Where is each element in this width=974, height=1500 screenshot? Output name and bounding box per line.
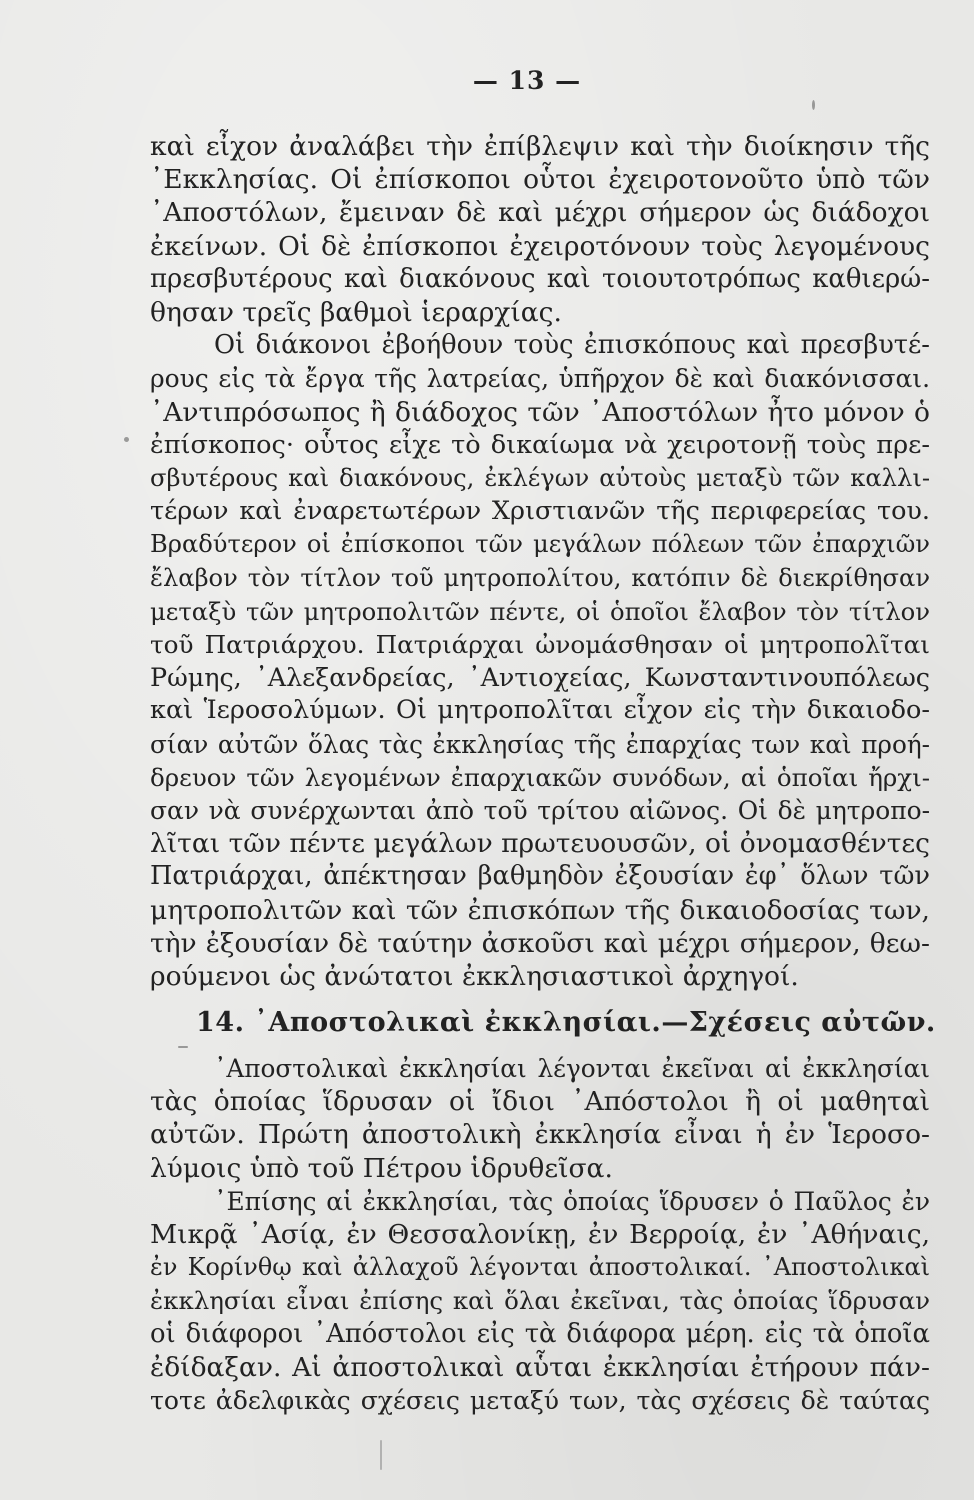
body-text-upper: [150, 130, 930, 993]
scan-speck: [178, 1046, 188, 1048]
text-line: τὰς ὁποίας ἵδρυσαν οἱ ἴδιοι ᾿Απόστολοι ἢ οἱ μαθηταὶ: [150, 1086, 930, 1118]
text-line: ἐν Κορίνθῳ καὶ ἀλλαχοῦ λέγονται ἀποστολικαί. ᾿Αποστολικαὶ: [150, 1253, 930, 1282]
scan-speck: [380, 1440, 382, 1470]
text-line: Πατριάρχαι, ἀπέκτησαν βαθμηδὸν ἐξουσίαν ἐφ᾿ ὅλων τῶν: [150, 861, 930, 892]
text-line: ᾿Εκκλησίας. Οἱ ἐπίσκοποι οὗτοι ἐχειροτονοῦτο ὑπὸ τῶν: [150, 164, 930, 196]
text-line: ᾿Αντιπρόσωπος ἢ διάδοχος τῶν ᾿Αποστόλων ἦτο μόνον ὁ: [150, 396, 930, 428]
text-line: Ρώμης, ᾿Αλεξανδρείας, ᾿Αντιοχείας, Κωνσταντινουπόλεως: [150, 662, 930, 693]
text-line: ᾿Επίσης αἱ ἐκκλησίαι, τὰς ὁποίας ἵδρυσεν ὁ Παῦλος ἐν: [214, 1186, 930, 1216]
text-line: ἐκκλησίαι εἶναι ἐπίσης καὶ ὅλαι ἐκεῖναι, τὰς ὁποίας ἵδρυσαν: [150, 1286, 930, 1316]
text-line: θησαν τρεῖς βαθμοὶ ἱεραρχίας.: [150, 297, 562, 329]
text-line: λῖται τῶν πέντε μεγάλων πρωτευουσῶν, οἱ ὀνομασθέντες: [150, 828, 930, 860]
text-line: τοτε ἀδελφικὰς σχέσεις μεταξύ των, τὰς σχέσεις δὲ ταύτας: [150, 1386, 930, 1416]
text-line: ἔλαβον τὸν τίτλον τοῦ μητροπολίτου, κατόπιν δὲ διεκρίθησαν: [150, 563, 930, 592]
scan-speck: [124, 437, 129, 442]
text-line: σίαν αὐτῶν ὅλας τὰς ἐκκλησίας τῆς ἐπαρχίας των καὶ προή-: [150, 729, 930, 759]
text-line: σαν νὰ συνέρχωνται ἀπὸ τοῦ τρίτου αἰῶνος. Οἱ δὲ μητροπο-: [150, 796, 930, 826]
body-text-lower: [150, 1052, 930, 1417]
text-line: οἱ διάφοροι ᾿Απόστολοι εἰς τὰ διάφορα μέρη. εἰς τὰ ὁποῖα: [150, 1318, 930, 1349]
text-line: αὐτῶν. Πρώτη ἀποστολικὴ ἐκκλησία εἶναι ἡ ἐν Ἱεροσο-: [150, 1119, 930, 1151]
scan-speck: [812, 100, 815, 110]
text-line: ρους εἰς τὰ ἔργα τῆς λατρείας, ὑπῆρχον δὲ καὶ διακόνισσαι.: [150, 364, 930, 394]
text-line: πρεσβυτέρους καὶ διακόνους καὶ τοιουτοτρόπως καθιερώ-: [150, 263, 930, 294]
text-line: τέρων καὶ ἐναρετωτέρων Χριστιανῶν τῆς περιφερείας του.: [150, 496, 930, 527]
text-line: ἐκείνων. Οἱ δὲ ἐπίσκοποι ἐχειροτόνουν τοὺς λεγομένους: [150, 230, 930, 262]
text-line: καὶ Ἱεροσολύμων. Οἱ μητροπολῖται εἶχον εἰς τὴν δικαιοδο-: [150, 695, 930, 726]
text-line: σβυτέρους καὶ διακόνους, ἐκλέγων αὐτοὺς μεταξὺ τῶν καλλι-: [150, 464, 930, 493]
text-line: Βραδύτερον οἱ ἐπίσκοποι τῶν μεγάλων πόλεων τῶν ἐπαρχιῶν: [150, 530, 930, 559]
text-line: ᾿Αποστολικαὶ ἐκκλησίαι λέγονται ἐκεῖναι αἱ ἐκκλησίαι: [214, 1054, 930, 1083]
section-heading: 14. ᾿Αποστολικαὶ ἐκκλησίαι.—Σχέσεις αὐτῶν.: [196, 1007, 936, 1038]
text-line: Οἱ διάκονοι ἐβοήθουν τοὺς ἐπισκόπους καὶ πρεσβυτέ-: [214, 330, 930, 361]
page-number: — 13 —: [472, 66, 582, 95]
text-line: μητροπολιτῶν καὶ τῶν ἐπισκόπων τῆς δικαιοδοσίας των,: [150, 894, 930, 926]
text-line: λύμοις ὑπὸ τοῦ Πέτρου ἱδρυθεῖσα.: [150, 1152, 613, 1184]
text-line: ᾿Αποστόλων, ἔμειναν δὲ καὶ μέχρι σήμερον ὡς διάδοχοι: [150, 197, 930, 229]
text-line: καὶ εἶχον ἀναλάβει τὴν ἐπίβλεψιν καὶ τὴν διοίκησιν τῆς: [150, 131, 930, 162]
text-line: ἐδίδαξαν. Αἱ ἀποστολικαὶ αὗται ἐκκλησίαι ἐτήρουν πάν-: [150, 1351, 930, 1383]
text-line: τοῦ Πατριάρχου. Πατριάρχαι ὠνομάσθησαν οἱ μητροπολῖται: [150, 630, 930, 660]
text-line: δρευον τῶν λεγομένων ἐπαρχιακῶν συνόδων, αἱ ὁποῖαι ἤρχι-: [150, 762, 930, 792]
text-line: ἐπίσκοπος· οὗτος εἶχε τὸ δικαίωμα νὰ χειροτονῇ τοὺς πρε-: [150, 429, 930, 460]
text-line: Μικρᾷ ᾿Ασίᾳ, ἐν Θεσσαλονίκῃ, ἐν Βερροίᾳ, ἐν ᾿Αθήναις,: [150, 1219, 930, 1251]
text-line: τὴν ἐξουσίαν δὲ ταύτην ἀσκοῦσι καὶ μέχρι σήμερον, θεω-: [150, 927, 930, 959]
text-line: μεταξὺ τῶν μητροπολιτῶν πέντε, οἱ ὁποῖοι ἔλαβον τὸν τίτλον: [150, 596, 930, 626]
text-line: ρούμενοι ὡς ἀνώτατοι ἐκκλησιαστικοὶ ἀρχηγοί.: [150, 961, 799, 993]
